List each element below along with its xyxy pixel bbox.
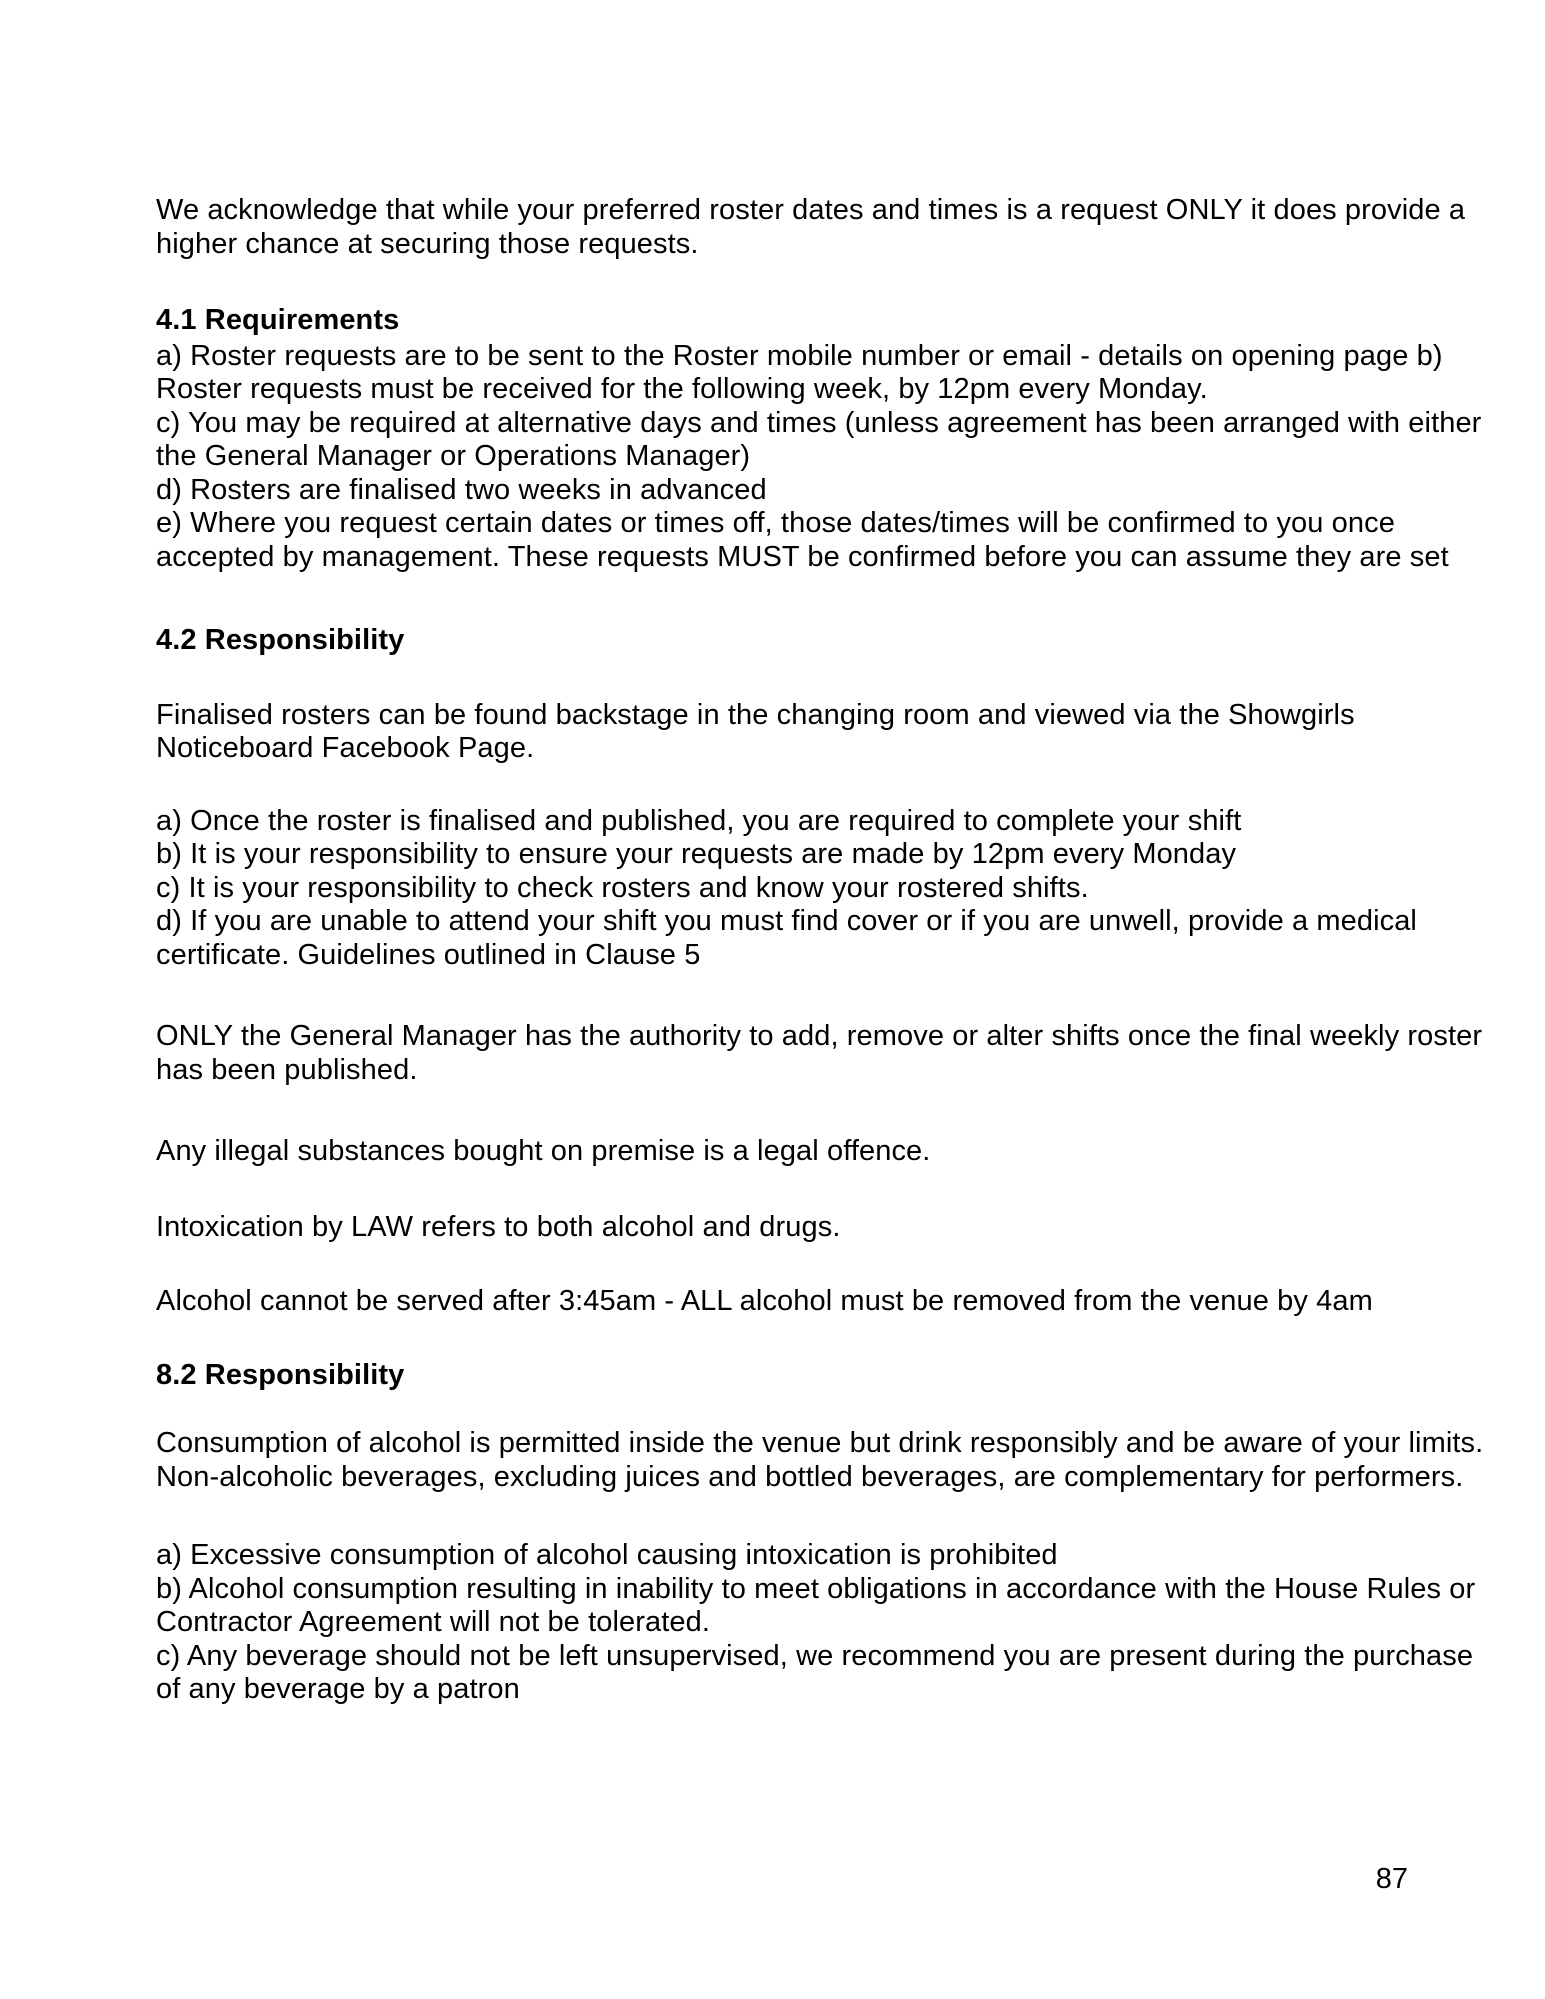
paragraph [156,194,1545,261]
text-line: a) Excessive consumption of alcohol causing intoxication is prohibited [156,1539,1058,1571]
section-heading [156,624,1545,658]
text-line: Alcohol cannot be served after 3:45am - ALL alcohol must be removed from the venue by 4am [156,1285,1373,1317]
paragraph [156,1285,1545,1319]
text-line: Intoxication by LAW refers to both alcohol and drugs. [156,1210,841,1243]
paragraph [156,699,1545,766]
text-line: Noticeboard Facebook Page. [156,732,535,764]
text-line: 4.2 Responsibility [156,624,405,656]
text-line: a) Once the roster is finalised and published, you are required to complete your shift [156,804,1242,837]
text-line: b) It is your responsibility to ensure your requests are made by 12pm every Monday [156,838,1237,870]
text-line: accepted by management. These requests MUST be confirmed before you can assume they are set [156,540,1449,573]
text-line: ONLY the General Manager has the authority to add, remove or alter shifts once the final weekly roster [156,1020,1483,1052]
section-heading [156,1359,1545,1393]
text-line: 4.1 Requirements [156,304,400,336]
text-line: of any beverage by a patron [156,1673,520,1705]
paragraph [156,1020,1545,1087]
text-line: We acknowledge that while your preferred roster dates and times is a request ONLY it does provide a [156,194,1466,226]
text-line: Any illegal substances bought on premise is a legal offence. [156,1135,931,1167]
text-line: e) Where you request certain dates or times off, those dates/times will be confirmed to you once [156,507,1395,539]
paragraph [156,805,1545,973]
text-line: c) Any beverage should not be left unsupervised, we recommend you are present during the purchase [156,1639,1474,1672]
paragraph [156,1135,1545,1169]
paragraph [156,1427,1545,1494]
text-line: Non-alcoholic beverages, excluding juices and bottled beverages, are complementary for performers. [156,1460,1464,1493]
paragraph [156,340,1545,575]
paragraph [156,1539,1545,1707]
text-line: higher chance at securing those requests. [156,227,699,260]
section-heading [156,304,1545,338]
text-line: Finalised rosters can be found backstage in the changing room and viewed via the Showgirls [156,698,1355,731]
text-line: has been published. [156,1053,418,1086]
text-line: d) Rosters are finalised two weeks in advanced [156,473,767,506]
text-line: a) Roster requests are to be sent to the Roster mobile number or email - details on opening page b) [156,339,1443,372]
text-line: certificate. Guidelines outlined in Clause 5 [156,938,701,971]
text-line: c) You may be required at alternative days and times (unless agreement has been arranged with either [156,406,1482,439]
page-number: 87 [1375,1863,1408,1895]
text-line: Contractor Agreement will not be tolerated. [156,1606,710,1638]
text-line: b) Alcohol consumption resulting in inability to meet obligations in accordance with the House Rules or [156,1572,1476,1605]
text-line: Roster requests must be received for the following week, by 12pm every Monday. [156,373,1208,405]
text-line: 8.2 Responsibility [156,1358,405,1391]
text-line: d) If you are unable to attend your shift you must find cover or if you are unwell, provide a medical [156,905,1417,937]
text-line: c) It is your responsibility to check rosters and know your rostered shifts. [156,871,1089,904]
text-line: Consumption of alcohol is permitted inside the venue but drink responsibly and be aware of your limits. [156,1427,1484,1459]
text-line: the General Manager or Operations Manager) [156,440,751,472]
paragraph [156,1211,1545,1245]
